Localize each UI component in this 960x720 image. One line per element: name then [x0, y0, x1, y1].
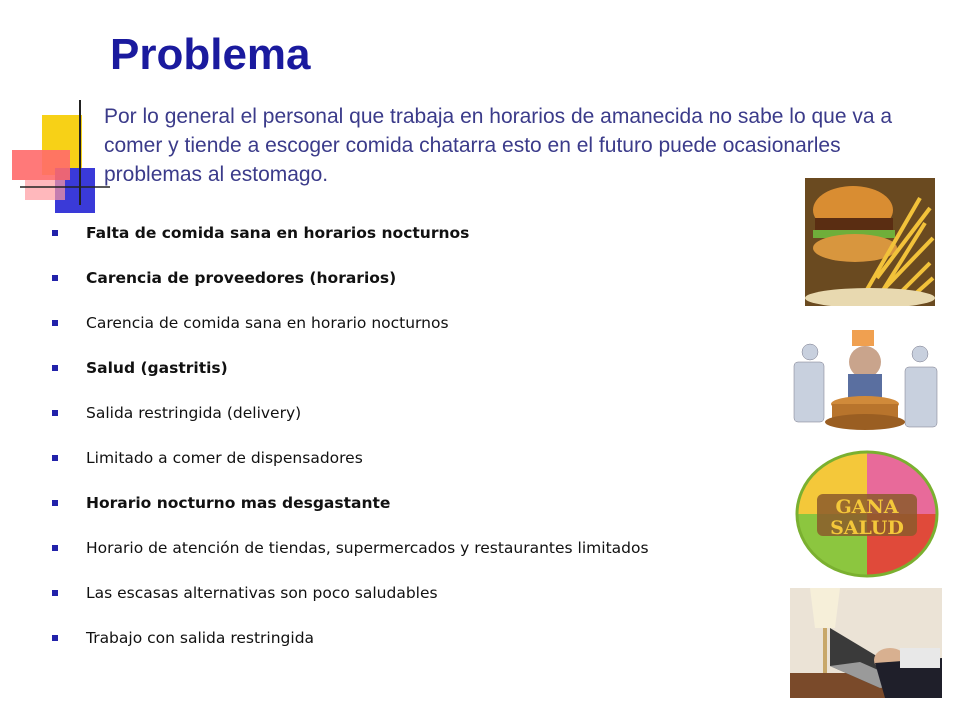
bullet-marker-icon [52, 230, 58, 236]
logo-text-gana: GANA [835, 496, 899, 518]
bullet-marker-icon [52, 365, 58, 371]
burger-fries-image [805, 178, 935, 306]
bullet-item [52, 615, 782, 660]
bullet-item [52, 300, 782, 345]
bullet-item [52, 345, 782, 390]
bullet-item [52, 210, 782, 255]
bullet-text: Salida restringida (delivery) [86, 403, 302, 422]
bullet-list [52, 210, 782, 660]
bullet-item [52, 570, 782, 615]
bullet-text: Carencia de comida sana en horario nocturnos [86, 313, 449, 332]
bullet-marker-icon [52, 320, 58, 326]
sleeping-worker-image [790, 588, 942, 698]
bullet-item [52, 255, 782, 300]
bullet-marker-icon [52, 455, 58, 461]
bullet-text: Limitado a comer de dispensadores [86, 448, 363, 467]
logo-text-salud: SALUD [830, 517, 904, 539]
gana-salud-logo [795, 450, 940, 578]
bullet-marker-icon [52, 275, 58, 281]
bullet-marker-icon [52, 410, 58, 416]
slide-title: Problema [110, 30, 311, 79]
bullet-text: Horario de atención de tiendas, supermercados y restaurantes limitados [86, 538, 649, 557]
bullet-text: Las escasas alternativas son poco saludables [86, 583, 438, 602]
bullet-item [52, 390, 782, 435]
bullet-marker-icon [52, 590, 58, 596]
bullet-marker-icon [52, 500, 58, 506]
bullet-item [52, 435, 782, 480]
decorative-squares [0, 0, 110, 220]
bullet-text: Falta de comida sana en horarios nocturnos [86, 223, 470, 242]
bullet-marker-icon [52, 545, 58, 551]
bullet-text: Carencia de proveedores (horarios) [86, 268, 397, 287]
bullet-item [52, 480, 782, 525]
bullet-text: Trabajo con salida restringida [86, 628, 315, 647]
bullet-text: Horario nocturno mas desgastante [86, 493, 391, 512]
cartoon-eating-image [790, 322, 940, 437]
bullet-item [52, 525, 782, 570]
bullet-marker-icon [52, 635, 58, 641]
intro-paragraph: Por lo general el personal que trabaja en horarios de amanecida no sabe lo que va a comer y tiende a escoger comida chatarra esto en el futuro puede ocasionarles problemas al estomago. [104, 105, 893, 186]
bullet-text: Salud (gastritis) [86, 358, 228, 377]
